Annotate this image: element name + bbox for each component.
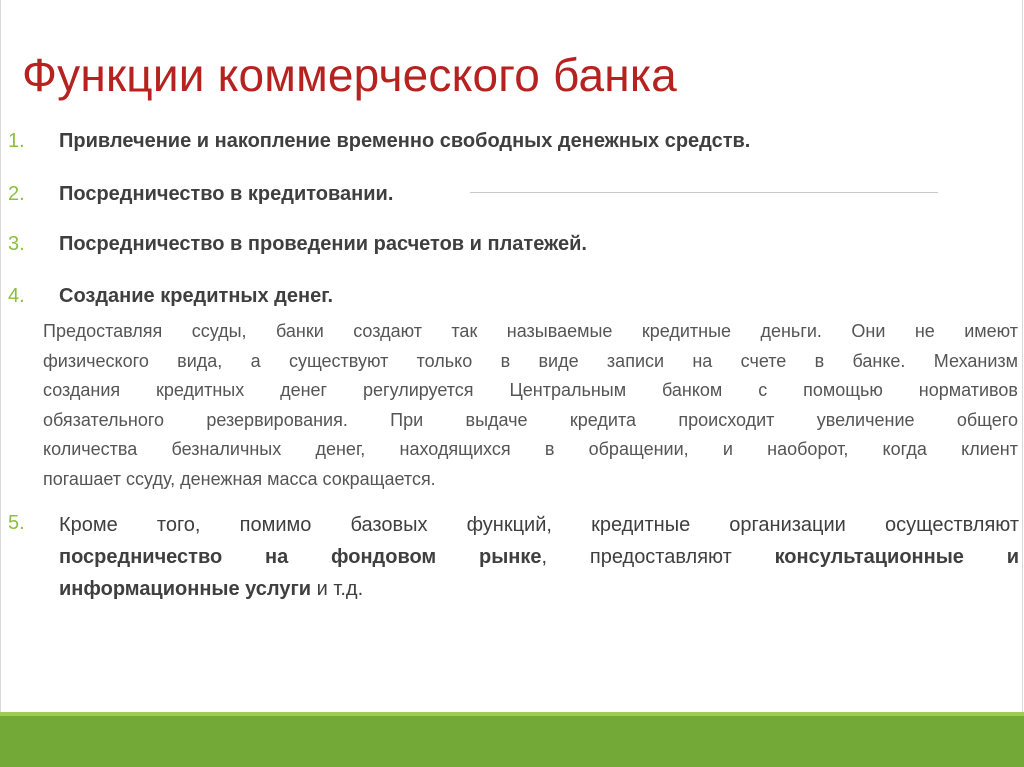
list-number: 4. xyxy=(8,285,25,307)
paragraph-line: погашает ссуду, денежная масса сокращается. xyxy=(43,468,436,489)
paragraph-line: обязательного резервирования. При выдаче кредита происходит увеличение общего xyxy=(43,409,1018,430)
list-text: Посредничество в проведении расчетов и платежей. xyxy=(59,233,587,255)
footer-bar-dark xyxy=(0,716,1024,767)
slide-left-border xyxy=(0,0,1,712)
bold-phrase: консультационные и xyxy=(774,546,1020,568)
plain-phrase: и т.д. xyxy=(311,578,364,600)
list-number: 5. xyxy=(8,512,25,534)
plain-phrase: , предоставляют xyxy=(541,546,775,568)
list-text: Посредничество в кредитовании. xyxy=(59,183,394,205)
item5-line-2 xyxy=(59,541,1019,573)
slide-title: Функции коммерческого банка xyxy=(22,49,677,101)
paragraph-line: Предоставляя ссуды, банки создают так называемые кредитные деньги. Они не имеют xyxy=(43,321,1018,341)
paragraph-line: физического вида, а существуют только в виде записи на счете в банке. Механизм xyxy=(43,350,1018,371)
list-number: 2. xyxy=(8,183,25,205)
item5-line-1: Кроме того, помимо базовых функций, кредитные организации осуществляют xyxy=(59,514,1019,536)
list-text: Создание кредитных денег. xyxy=(59,285,334,307)
paragraph-line: количества безналичных денег, находящихся в обращении, и наоборот, когда клиент xyxy=(43,439,1018,460)
item5-line-3 xyxy=(59,573,1019,605)
list-number: 3. xyxy=(8,233,25,255)
list-item-5 xyxy=(59,509,1019,605)
list-text: Привлечение и накопление временно свободных денежных средств. xyxy=(59,130,751,152)
slide-right-border xyxy=(1022,0,1023,712)
bold-phrase: посредничество на фондовом рынке xyxy=(59,546,542,568)
bold-phrase: информационные услуги xyxy=(59,578,312,600)
paragraph-line: создания кредитных денег регулируется Центральным банком с помощью нормативов xyxy=(43,380,1018,401)
credit-money-paragraph xyxy=(43,317,1018,495)
list-number: 1. xyxy=(8,130,25,152)
divider-line xyxy=(470,192,938,193)
